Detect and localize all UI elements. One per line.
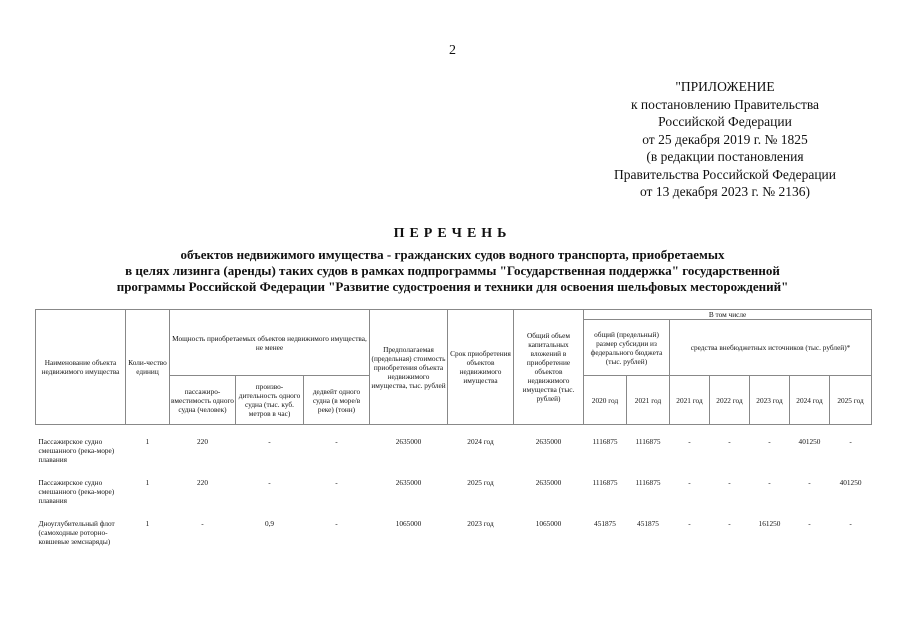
cell-cost: 2635000 xyxy=(395,478,422,487)
cell-passengers: - xyxy=(201,519,204,528)
cell-productivity: - xyxy=(268,478,271,487)
cell-total: 2635000 xyxy=(535,478,562,487)
table-spacer xyxy=(36,425,872,438)
subtitle-line: в целях лизинга (аренды) таких судов в рамках подпрограммы "Государственная поддержка" государственной xyxy=(125,263,780,278)
cell-qty: 1 xyxy=(145,437,150,446)
extrabudget-label: средства внебюджетных источников (тыс. рублей)* xyxy=(690,343,851,352)
subtitle-line: объектов недвижимого имущества - гражданских судов водного транспорта, приобретаемых xyxy=(180,247,725,262)
col-header-capacity: Мощность приобретаемых объектов недвижимого имущества, не менее xyxy=(170,310,370,376)
col-header-year: 2024 год xyxy=(790,376,830,425)
cell-sub-2020: 1116875 xyxy=(592,478,618,487)
cell-sub-2020: 1116875 xyxy=(592,437,618,446)
cell-cost: 2635000 xyxy=(395,437,422,446)
cell-eb-2025: - xyxy=(849,437,852,446)
col-header-year: 2022 год xyxy=(710,376,750,425)
cell-sub-2021: 1116875 xyxy=(635,478,661,487)
cell-cost: 1065000 xyxy=(395,519,422,528)
col-header-year: 2020 год xyxy=(584,376,627,425)
cell-qty: 1 xyxy=(145,519,150,528)
table-row xyxy=(36,437,872,478)
objects-table xyxy=(35,309,872,560)
cell-eb-2024: - xyxy=(808,478,811,487)
cell-term: 2025 год xyxy=(467,478,494,487)
cell-deadweight: - xyxy=(335,519,338,528)
col-header-year: 2021 год xyxy=(627,376,670,425)
cell-deadweight: - xyxy=(335,437,338,446)
cell-eb-2021: - xyxy=(688,437,691,446)
cell-eb-2023: 161250 xyxy=(758,519,781,528)
col-header-cost: Предполагаемая (предельная) стоимость приобретения объекта недвижимого имущества, тыс. рублей xyxy=(370,310,448,425)
appendix-block xyxy=(580,78,870,201)
cell-eb-2022: - xyxy=(728,437,731,446)
cell-productivity: 0,9 xyxy=(264,519,275,528)
cell-sub-2021: 451875 xyxy=(637,519,659,528)
col-header-passengers: пассажиро-вместимость одного судна (человек) xyxy=(170,376,236,425)
cell-deadweight: - xyxy=(335,478,338,487)
cell-name: Дноуглубительный флот (самоходные роторно-ковшевые земснаряды) xyxy=(38,519,115,546)
col-header-year: 2023 год xyxy=(750,376,790,425)
cell-qty: 1 xyxy=(145,478,150,487)
col-header-subsidy: общий (предельный) размер субсидии из федерального бюджета (тыс. рублей) xyxy=(584,320,670,376)
col-header-total: Общий объем капитальных вложений в приобретение объектов недвижимого имущества (тыс. рублей) xyxy=(514,310,584,425)
cell-name: Пассажирское судно смешанного (река-море) плавания xyxy=(38,478,115,505)
cell-productivity: - xyxy=(268,437,271,446)
col-header-quantity: Коли-чество единиц xyxy=(126,310,170,425)
page-number: 2 xyxy=(449,43,456,58)
cell-sub-2020: 451875 xyxy=(594,519,616,528)
cell-sub-2021: 1116875 xyxy=(635,437,661,446)
cell-eb-2023: - xyxy=(768,478,771,487)
cell-eb-2021: - xyxy=(688,478,691,487)
cell-eb-2025: - xyxy=(849,519,852,528)
cell-eb-2022: - xyxy=(728,478,731,487)
cell-eb-2024: 401250 xyxy=(798,437,821,446)
cell-eb-2023: - xyxy=(768,437,771,446)
document-title: ПЕРЕЧЕНЬ xyxy=(393,226,512,241)
appendix-line: "ПРИЛОЖЕНИЕ xyxy=(675,79,775,94)
cell-term: 2024 год xyxy=(467,437,494,446)
appendix-line: от 25 декабря 2019 г. № 1825 xyxy=(642,131,808,147)
document-subtitle xyxy=(0,247,905,295)
appendix-line: Правительства Российской Федерации xyxy=(614,166,836,182)
col-header-deadweight: дедвейт одного судна (в море/в реке) (тонн) xyxy=(304,376,370,425)
cell-name: Пассажирское судно смешанного (река-море) плавания xyxy=(38,437,115,464)
col-header-including: В том числе xyxy=(584,310,872,320)
cell-eb-2024: - xyxy=(808,519,811,528)
cell-eb-2025: 401250 xyxy=(839,478,862,487)
cell-passengers: 220 xyxy=(197,437,208,446)
table-row xyxy=(36,478,872,519)
appendix-line: Российской Федерации xyxy=(658,114,792,129)
appendix-line: к постановлению Правительства xyxy=(630,96,820,112)
col-header-term: Срок приобретения объектов недвижимого имущества xyxy=(448,310,514,425)
col-header-productivity: произво-дительность одного судна (тыс. куб. метров в час) xyxy=(236,376,304,425)
cell-passengers: 220 xyxy=(197,478,208,487)
cell-eb-2022: - xyxy=(728,519,731,528)
cell-eb-2021: - xyxy=(688,519,691,528)
col-header-extrabudget xyxy=(670,320,872,376)
cell-total: 2635000 xyxy=(535,437,562,446)
cell-term: 2023 год xyxy=(467,519,494,528)
col-header-name: Наименование объекта недвижимого имущества xyxy=(36,310,126,425)
col-header-year: 2025 год xyxy=(830,376,872,425)
appendix-line: от 13 декабря 2023 г. № 2136) xyxy=(639,184,811,199)
subtitle-line: программы Российской Федерации "Развитие судостроения и техники для освоения шельфовых месторождений" xyxy=(116,279,789,294)
col-header-year: 2021 год xyxy=(670,376,710,425)
table-row xyxy=(36,519,872,560)
appendix-line: (в редакции постановления xyxy=(646,149,804,164)
cell-total: 1065000 xyxy=(535,519,562,528)
